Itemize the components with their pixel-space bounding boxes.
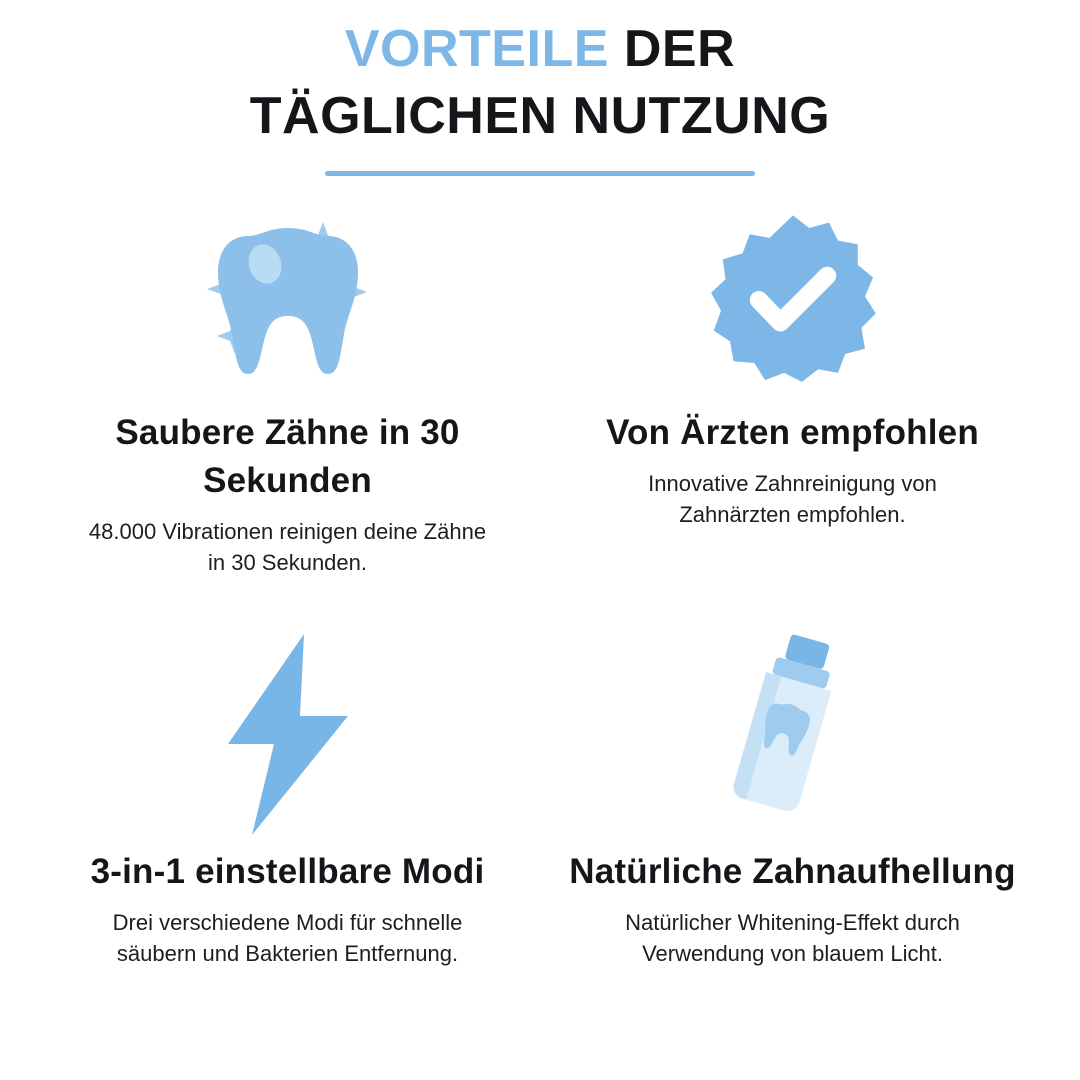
benefit-description: Drei verschiedene Modi für schnelle säubern und Bakterien Entfernung. xyxy=(112,910,463,966)
benefits-grid xyxy=(0,176,1080,1080)
benefit-description: Natürlicher Whitening-Effekt durch Verwendung von blauem Licht. xyxy=(625,910,960,966)
toothpaste-tube-icon xyxy=(698,627,888,842)
header xyxy=(0,0,1080,176)
page-title-rest: DER xyxy=(608,20,736,78)
benefit-title: Von Ärzten empfohlen xyxy=(606,412,979,452)
benefit-title: Saubere Zähne in 30 Sekunden xyxy=(115,412,460,501)
benefit-card xyxy=(545,198,1040,621)
badge-check-icon xyxy=(703,198,883,403)
benefit-title: Natürliche Zahnaufhellung xyxy=(569,851,1016,891)
tooth-sparkle-icon xyxy=(173,198,403,403)
benefit-title: 3-in-1 einstellbare Modi xyxy=(90,851,485,891)
lightning-bolt-icon xyxy=(208,627,368,842)
benefit-card xyxy=(40,198,535,621)
benefit-description: 48.000 Vibrationen reinigen deine Zähne in 30 Sekunden. xyxy=(88,519,487,575)
page-title-line2: TÄGLICHEN NUTZUNG xyxy=(249,87,831,146)
page-title-accent: VORTEILE xyxy=(344,20,609,78)
benefit-card xyxy=(545,627,1040,1050)
benefit-description: Innovative Zahnreinigung von Zahnärzten empfohlen. xyxy=(648,471,937,527)
page-title xyxy=(0,18,1080,149)
benefit-card xyxy=(40,627,535,1050)
